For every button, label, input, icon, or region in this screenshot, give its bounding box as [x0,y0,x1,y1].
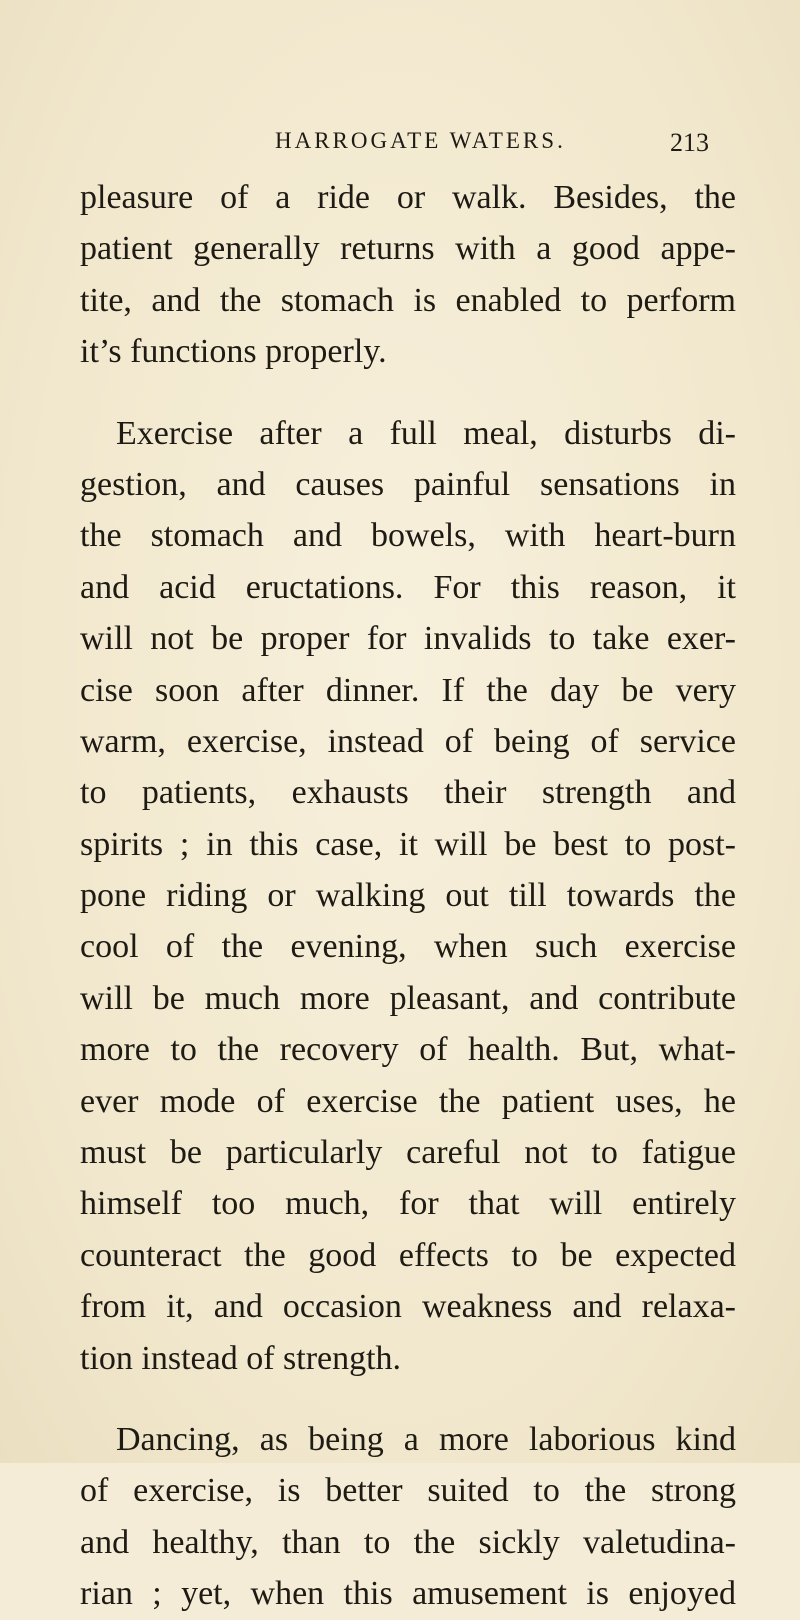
text-line: counteract the good effects to be expected [80,1236,736,1274]
text-line: of exercise, is better suited to the strong [80,1472,736,1510]
text-line: himself too much, for that will entirely [80,1185,736,1223]
text-line: the stomach and bowels, with heart-burn [80,517,736,555]
text-line: Dancing, as being a more laborious kind [116,1420,736,1458]
text-line: warm, exercise, instead of being of service [80,722,736,760]
text-line: and acid eructations. For this reason, it [80,568,736,606]
text-line: to patients, exhausts their strength and [80,774,736,812]
text-line: and healthy, than to the sickly valetudina- [80,1523,736,1561]
text-line: gestion, and causes painful sensations in [80,465,736,503]
text-line: it’s functions properly. [80,333,387,371]
text-line: spirits ; in this case, it will be best to post- [80,825,736,863]
text-line: from it, and occasion weakness and relaxa- [80,1288,736,1326]
page-number: 213 [670,128,709,157]
paragraph-3 [80,1414,736,1620]
text-line: pleasure of a ride or walk. Besides, the [80,179,736,216]
page-header [0,128,800,158]
text-line: tite, and the stomach is enabled to perform [80,281,736,319]
text-line: will not be proper for invalids to take exer- [80,620,736,658]
running-head: HARROGATE WATERS. [275,128,566,153]
text-line: cool of the evening, when such exercise [80,928,736,966]
text-line: rian ; yet, when this amusement is enjoyed [80,1575,736,1613]
text-line: cise soon after dinner. If the day be very [80,671,736,709]
text-line: patient generally returns with a good appe- [80,230,736,268]
text-line: must be particularly careful not to fatigue [80,1134,736,1172]
text-line: will be much more pleasant, and contribute [80,979,736,1017]
text-line: pone riding or walking out till towards the [80,877,736,915]
text-line: tion instead of strength. [80,1339,402,1377]
text-line: ever mode of exercise the patient uses, he [80,1082,736,1120]
paragraph-2 [80,408,736,1384]
paragraph-1 [80,172,736,378]
text-line: more to the recovery of health. But, what- [80,1031,736,1069]
body-text [80,172,736,1620]
text-line: Exercise after a full meal, disturbs di- [116,414,736,452]
